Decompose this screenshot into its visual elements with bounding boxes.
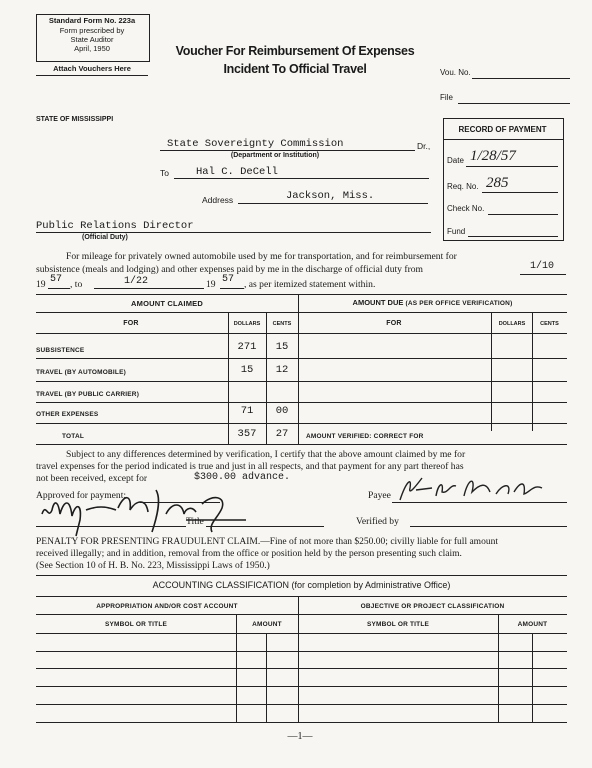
row-total-label: TOTAL [62,433,85,440]
accounting-row-1[interactable] [36,651,567,652]
certification-line-1: Subject to any differences determined by verification, I certify that the above amount claimed by me for [66,449,466,460]
right-cents-divider [532,312,533,431]
record-of-payment-title: RECORD OF PAYMENT [458,125,547,134]
approved-for-payment-label: Approved for payment: [36,490,127,501]
accounting-right-header: OBJECTIVE OR PROJECT CLASSIFICATION [360,603,505,610]
file-field[interactable] [458,103,570,104]
penalty-line-2: received illegally; and in addition, removal from the office or position held by the person presenting such claim. [36,549,462,559]
record-check-field[interactable] [488,214,558,215]
accounting-top-border [36,575,567,576]
standard-form-line-4: April, 1950 [74,44,110,53]
row-1-divider [36,358,567,359]
statement-year-prefix-1: 19 [36,279,46,290]
record-title-divider [443,139,563,140]
accounting-right-symbol: SYMBOL OR TITLE [366,621,430,628]
amount-due-header [298,298,567,307]
amount-claimed-header: AMOUNT CLAIMED [131,299,203,308]
record-req-field[interactable] [482,192,558,193]
statement-year-2-field[interactable] [220,288,244,289]
accounting-row-4[interactable] [36,704,567,705]
certification-line-3-start: not been received, except for [36,473,148,484]
record-req-label: Req. No. [447,182,479,191]
form-title-line-1: Voucher For Reimbursement Of Expenses [175,44,415,58]
voucher-number-label: Vou. No. [440,68,471,77]
accounting-col-header-divider [36,633,567,634]
statement-year-2: 57 [222,274,235,285]
department-value: State Sovereignty Commission [167,138,344,150]
approver-signature [36,480,256,538]
accounting-left-header: APPROPRIATION AND/OR COST ACCOUNT [96,603,238,610]
accounting-title-divider [36,596,567,597]
statement-year-prefix-2: 19 [206,279,216,290]
statement-line-1: For mileage for privately owned automobile used by me for transportation, and for reimbursement for [66,251,457,262]
row-total-dollars: 357 [237,428,257,440]
debtor-label: Dr., [417,141,431,151]
statement-from-field[interactable] [520,274,566,275]
page-number: —1— [287,731,313,742]
accounting-left-amount: AMOUNT [252,621,282,628]
statement-to-value: 1/22 [124,276,149,287]
standard-form-line-1: Standard Form No. 223a [48,16,136,25]
accounting-left-symbol: SYMBOL OR TITLE [104,621,168,628]
standard-form-line-3: State Auditor [70,35,114,44]
official-duty-caption: (Official Duty) [82,234,128,241]
title-label: Title [186,516,204,527]
row-subsistence-cents: 15 [275,341,289,353]
accounting-right-amount: AMOUNT [517,621,548,628]
approver-signature-line[interactable] [36,526,186,527]
table-col-header-divider [36,333,567,334]
statement-year-1-field[interactable] [48,288,70,289]
row-other-expenses-label: OTHER EXPENSES [36,411,99,418]
accounting-left-cents-divider [266,633,267,722]
form-title-line-2: Incident To Official Travel [223,62,367,76]
voucher-number-field[interactable] [472,78,570,79]
statement-to-word: , to [70,279,83,290]
payee-name-value: Hal C. DeCell [196,166,278,178]
amount-due-title: AMOUNT DUE [352,298,404,307]
accounting-row-3[interactable] [36,686,567,687]
record-req-value: 285 [486,175,509,191]
record-fund-label: Fund [447,227,466,236]
table-top-border [36,294,567,295]
right-dollars-divider [491,312,492,431]
right-col-cents: CENTS [540,321,559,327]
statement-line-3-end: , as per itemized statement within. [244,279,376,290]
amount-due-note: (AS PER OFFICE VERIFICATION) [405,300,513,307]
address-field[interactable] [238,203,428,204]
row-travel-auto-label: TRAVEL (BY AUTOMOBILE) [36,369,126,376]
row-4-divider [36,423,567,424]
statement-from-value: 1/10 [530,261,555,272]
row-subsistence-label: SUBSISTENCE [36,347,85,354]
address-label: Address [202,195,234,205]
attach-underline [36,75,148,76]
attach-vouchers-label: Attach Vouchers Here [53,64,131,73]
department-field[interactable] [160,150,415,151]
file-label: File [440,93,453,102]
row-travel-auto-dollars: 15 [240,364,254,376]
table-middle-divider [298,294,299,444]
right-col-for: FOR [386,320,402,327]
payee-signature [392,474,567,506]
row-2-divider [36,381,567,382]
table-bottom-border [36,444,567,445]
to-label: To [160,168,169,178]
statement-line-2: subsistence (meals and lodging) and other expenses paid by me in the discharge of official duty from [36,264,424,275]
statement-to-field[interactable] [94,288,204,289]
accounting-right-cents-divider [532,633,533,722]
table-header-divider [36,312,567,313]
penalty-line-1: PENALTY FOR PRESENTING FRAUDULENT CLAIM.—Fine of not more than $250.00; civilly liable for full amount [36,537,498,547]
certification-advance-typed: $300.00 advance. [194,472,291,483]
official-duty-value: Public Relations Director [36,220,194,232]
penalty-line-3: (See Section 10 of H. B. No. 223, Mississippi Laws of 1950.) [36,561,270,571]
right-col-dollars: DOLLARS [498,321,526,327]
row-other-expenses-cents: 00 [275,405,289,417]
row-3-divider [36,402,567,403]
verified-by-label: Verified by [356,516,399,527]
left-col-cents: CENTS [272,321,292,327]
record-date-value: 1/28/57 [470,148,516,164]
statement-year-1: 57 [50,274,63,285]
left-col-dollars: DOLLARS [233,321,261,327]
record-date-label: Date [447,156,464,165]
amount-verified-note: AMOUNT VERIFIED: CORRECT FOR [306,433,424,440]
row-travel-public-label: TRAVEL (BY PUBLIC CARRIER) [36,391,140,398]
department-caption: (Department or Institution) [230,152,320,159]
row-travel-auto-cents: 12 [275,364,289,376]
standard-form-line-2: Form prescribed by [59,26,125,35]
certification-line-2: travel expenses for the period indicated is true and just in all respects, and that payment for any part thereof has [36,461,464,472]
verified-by-field[interactable] [410,526,567,527]
left-col-for: FOR [123,320,139,327]
accounting-row-2[interactable] [36,668,567,669]
row-total-cents: 27 [275,428,289,440]
record-check-label: Check No. [447,204,485,213]
row-other-expenses-dollars: 71 [240,405,254,417]
record-date-field[interactable] [466,166,558,167]
title-field[interactable] [206,526,324,527]
payee-label: Payee [368,490,391,501]
official-duty-field[interactable] [36,232,431,233]
record-fund-field[interactable] [468,236,558,237]
accounting-bottom-border [36,722,567,723]
state-label: STATE OF MISSISSIPPI [36,116,114,123]
accounting-title: ACCOUNTING CLASSIFICATION (for completion by Administrative Office) [152,580,451,590]
address-value: Jackson, Miss. [286,190,375,202]
left-dollars-divider [228,312,229,444]
left-cents-divider [266,312,267,444]
accounting-header-divider [36,614,567,615]
payee-name-field[interactable] [174,178,429,179]
row-subsistence-dollars: 271 [237,341,257,353]
